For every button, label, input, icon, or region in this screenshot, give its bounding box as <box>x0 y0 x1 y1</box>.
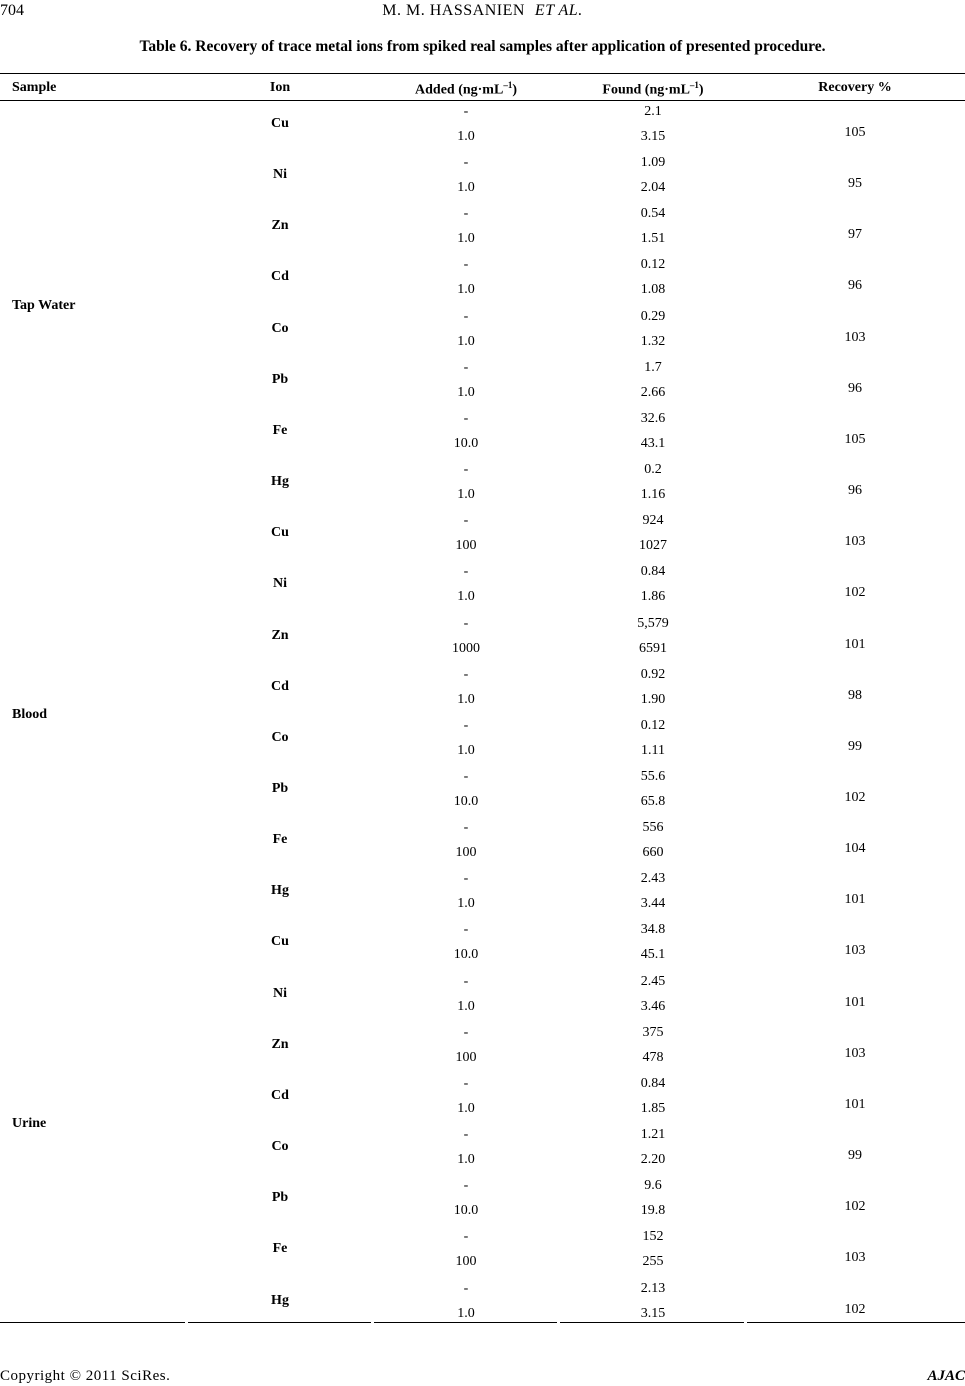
found-cell: 1.90 <box>640 691 666 707</box>
col-header-added: Added $(ng\cdot mL^{-1})$ <box>415 80 517 98</box>
ion-cell: Fe <box>272 422 288 438</box>
recovery-cell: 96 <box>848 380 862 396</box>
added-cell: - <box>463 1024 469 1040</box>
recovery-cell: 98 <box>848 687 862 703</box>
found-cell: 1.09 <box>640 155 666 171</box>
found-cell: 1.21 <box>640 1127 666 1142</box>
found-cell: 19.8 <box>640 1203 666 1219</box>
recovery-cell: 103 <box>844 1250 866 1266</box>
found-cell: 0.29 <box>640 308 666 324</box>
recovery-cell: 102 <box>844 585 866 601</box>
recovery-cell: 101 <box>844 636 866 652</box>
table-bottom-rule <box>560 1322 744 1323</box>
found-cell: 3.46 <box>640 998 666 1014</box>
ion-cell: Pb <box>271 1190 289 1206</box>
found-cell: 1027 <box>639 538 667 554</box>
ion-cell: Fe <box>272 832 288 848</box>
ion-cell: Ni <box>273 985 287 1001</box>
ion-cell: Hg <box>271 474 289 490</box>
added-cell: 10.0 <box>453 1203 479 1219</box>
table-header-rule <box>0 100 965 101</box>
recovery-cell: 103 <box>844 534 866 550</box>
col-header-found: Found $(ng\cdot mL^{-1})$ <box>602 80 704 98</box>
recovery-cell: 101 <box>844 1096 866 1112</box>
recovery-cell: 99 <box>848 738 862 754</box>
found-cell: 9.6 <box>644 1178 662 1194</box>
ion-cell: Hg <box>271 883 289 899</box>
added-cell: - <box>463 359 469 375</box>
added-cell: 1.0 <box>457 231 475 247</box>
added-cell: - <box>463 1178 469 1194</box>
found-cell: 0.92 <box>640 666 666 682</box>
found-cell: 2.20 <box>640 1152 666 1167</box>
recovery-cell: 102 <box>844 1199 866 1215</box>
added-cell: 1.0 <box>457 333 475 349</box>
added-cell: 1.0 <box>457 998 475 1014</box>
added-cell: 1.0 <box>457 742 475 758</box>
added-cell: 1.0 <box>457 896 475 912</box>
ion-cell: Ni <box>273 167 287 183</box>
ion-cell: Zn <box>271 627 289 643</box>
found-cell: 3.15 <box>640 129 666 144</box>
found-cell: 2.13 <box>640 1280 666 1296</box>
ion-cell: Co <box>271 729 289 745</box>
found-cell: 1.7 <box>644 359 662 375</box>
added-cell: - <box>463 973 469 989</box>
added-cell: 1.0 <box>457 129 475 144</box>
ion-cell: Pb <box>271 371 289 387</box>
added-cell: - <box>463 768 469 784</box>
ion-cell: Cd <box>271 1087 289 1103</box>
ion-cell: Co <box>271 1139 289 1154</box>
found-cell: 2.04 <box>640 180 666 196</box>
added-cell: 1.0 <box>457 1152 475 1167</box>
found-cell: 375 <box>642 1024 664 1040</box>
added-cell: - <box>463 1229 469 1245</box>
found-cell: 1.51 <box>640 231 666 247</box>
table-bottom-rule <box>747 1322 965 1323</box>
added-cell: 100 <box>455 538 477 554</box>
ion-cell: Ni <box>273 576 287 592</box>
journal-name: AJAC <box>927 1368 965 1384</box>
found-cell: 2.1 <box>644 104 662 119</box>
col-header-ion: Ion <box>269 80 291 95</box>
found-cell: 0.84 <box>640 1075 666 1091</box>
copyright: Copyright © 2011 SciRes. <box>0 1368 171 1384</box>
added-cell: - <box>463 871 469 887</box>
recovery-cell: 105 <box>844 431 866 447</box>
added-cell: - <box>463 666 469 682</box>
running-head-et-al: ET AL. <box>534 2 583 19</box>
recovery-cell: 104 <box>844 841 866 857</box>
added-cell: 100 <box>455 1254 477 1270</box>
added-cell: - <box>463 564 469 580</box>
found-cell: 5,579 <box>637 615 669 631</box>
added-cell: 1.0 <box>457 487 475 503</box>
found-cell: 3.44 <box>640 896 666 912</box>
recovery-cell: 99 <box>848 1148 862 1163</box>
recovery-cell: 103 <box>844 1045 866 1061</box>
found-cell: 478 <box>642 1049 664 1065</box>
found-cell: 43.1 <box>640 435 666 451</box>
col-header-sample: Sample <box>12 80 57 95</box>
added-cell: 1.0 <box>457 282 475 298</box>
added-cell: 1.0 <box>457 589 475 605</box>
found-cell: 660 <box>642 845 664 861</box>
found-cell: 6591 <box>639 640 667 656</box>
found-cell: 1.11 <box>641 742 665 758</box>
ion-cell: Pb <box>271 780 289 796</box>
added-cell: 1.0 <box>457 1305 475 1321</box>
running-head <box>0 2 965 20</box>
found-cell: 1.85 <box>640 1100 666 1116</box>
table-bottom-rule <box>188 1322 371 1323</box>
page-header <box>0 0 965 22</box>
added-cell: - <box>463 410 469 426</box>
found-cell: 2.66 <box>640 384 666 400</box>
table-bottom-rule <box>0 1322 185 1323</box>
recovery-cell: 102 <box>844 789 866 805</box>
found-cell: 0.12 <box>640 257 666 273</box>
added-cell: 1000 <box>452 640 480 656</box>
added-cell: - <box>463 820 469 836</box>
found-cell: 924 <box>642 513 664 529</box>
found-cell: 1.08 <box>640 282 666 298</box>
recovery-cell: 95 <box>848 176 862 192</box>
found-cell: 1.86 <box>640 589 666 605</box>
ion-cell: Zn <box>271 218 289 234</box>
found-cell: 2.43 <box>640 871 666 887</box>
added-cell: - <box>463 462 469 478</box>
added-cell: - <box>463 513 469 529</box>
found-cell: 55.6 <box>640 768 666 784</box>
ion-cell: Cu <box>271 116 289 131</box>
found-cell: 0.84 <box>640 564 666 580</box>
added-cell: - <box>463 615 469 631</box>
recovery-cell: 96 <box>848 278 862 294</box>
found-cell: 255 <box>642 1254 664 1270</box>
table-caption: Table 6. Recovery of trace metal ions from spiked real samples after application of presented procedure. <box>139 38 826 55</box>
ion-cell: Fe <box>272 1241 288 1257</box>
ion-cell: Cd <box>271 269 289 285</box>
added-cell: - <box>463 308 469 324</box>
ion-cell: Zn <box>271 1036 289 1052</box>
added-cell: 10.0 <box>453 435 479 451</box>
found-cell: 65.8 <box>640 793 666 809</box>
found-cell: 1.16 <box>640 487 666 503</box>
ion-cell: Cu <box>271 525 289 541</box>
recovery-cell: 103 <box>844 943 866 959</box>
page-number: 704 <box>0 2 24 19</box>
added-cell: - <box>463 1127 469 1142</box>
sample-label: Tap Water <box>12 297 76 313</box>
recovery-cell: 97 <box>848 227 862 243</box>
found-cell: 556 <box>642 820 664 836</box>
ion-cell: Hg <box>271 1292 289 1308</box>
running-head-author: M. M. HASSANIEN <box>382 2 525 19</box>
found-cell: 32.6 <box>640 410 666 426</box>
added-cell: 1.0 <box>457 384 475 400</box>
added-cell: - <box>463 257 469 273</box>
recovery-cell: 105 <box>844 125 866 140</box>
found-cell: 1.32 <box>640 333 666 349</box>
added-cell: 10.0 <box>453 793 479 809</box>
added-cell: - <box>463 717 469 733</box>
table-top-rule <box>0 73 965 74</box>
added-cell: 1.0 <box>457 180 475 196</box>
added-cell: - <box>463 104 469 119</box>
table-bottom-rule <box>374 1322 557 1323</box>
added-cell: 1.0 <box>457 691 475 707</box>
col-header-recovery: Recovery % <box>818 80 892 95</box>
recovery-cell: 102 <box>844 1301 866 1317</box>
ion-cell: Cd <box>271 678 289 694</box>
recovery-cell: 101 <box>844 892 866 908</box>
added-cell: 1.0 <box>457 1100 475 1116</box>
recovery-cell: 103 <box>844 329 866 345</box>
added-cell: 100 <box>455 845 477 861</box>
recovery-cell: 96 <box>848 483 862 499</box>
found-cell: 3.15 <box>640 1305 666 1321</box>
ion-cell: Cu <box>271 934 289 950</box>
added-cell: 100 <box>455 1049 477 1065</box>
found-cell: 0.2 <box>644 462 662 478</box>
added-cell: - <box>463 1075 469 1091</box>
found-cell: 0.12 <box>640 717 666 733</box>
found-cell: 2.45 <box>640 973 666 989</box>
found-cell: 45.1 <box>640 947 666 963</box>
found-cell: 152 <box>642 1229 664 1245</box>
found-cell: 34.8 <box>640 922 666 938</box>
recovery-cell: 101 <box>844 994 866 1010</box>
added-cell: - <box>463 155 469 171</box>
found-cell: 0.54 <box>640 206 666 222</box>
sample-label: Blood <box>12 706 48 722</box>
ion-cell: Co <box>271 320 289 336</box>
sample-label: Urine <box>12 1116 47 1131</box>
added-cell: - <box>463 922 469 938</box>
added-cell: - <box>463 1280 469 1296</box>
added-cell: 10.0 <box>453 947 479 963</box>
added-cell: - <box>463 206 469 222</box>
